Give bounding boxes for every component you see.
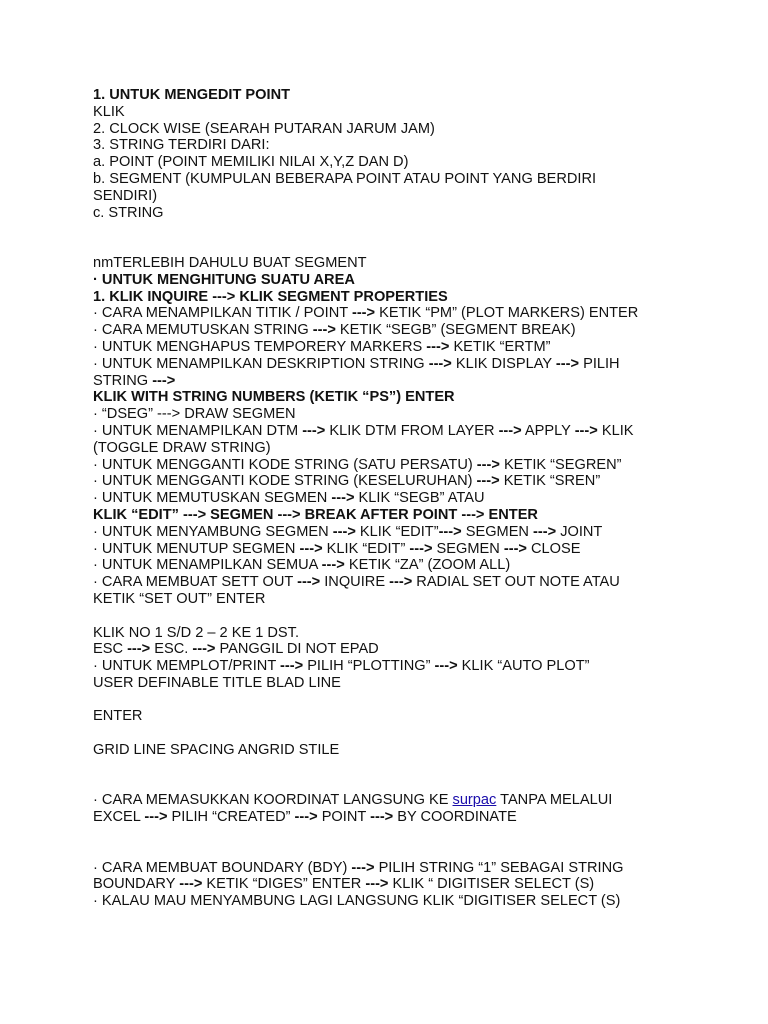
spacer <box>93 608 733 625</box>
text-line <box>93 473 733 490</box>
text-span: TANPA MELALUI <box>496 792 613 809</box>
text-line <box>93 339 733 356</box>
text-span: · CARA MEMBUAT SETT OUT <box>93 574 298 591</box>
text-span: SEGMEN <box>432 540 504 557</box>
text-span: JOINT <box>556 523 603 540</box>
text-span: BOUNDARY <box>93 876 180 893</box>
text-line <box>93 557 733 574</box>
text-line <box>93 305 733 322</box>
heading-string-numbers: KLIK WITH STRING NUMBERS (KETIK “PS”) ENTER <box>93 389 455 406</box>
text-line <box>93 356 733 373</box>
arrow: ---> <box>312 322 336 339</box>
text-line: nmTERLEBIH DAHULU BUAT SEGMENT <box>93 254 367 271</box>
text-line <box>93 423 733 440</box>
text-line <box>93 373 733 390</box>
text-span: KLIK “AUTO PLOT” <box>457 658 590 675</box>
spacer <box>93 238 733 255</box>
text-span: PILIH “CREATED” <box>167 809 295 826</box>
text-span: SEGMEN <box>461 523 534 540</box>
text-line <box>93 574 733 591</box>
text-span: KLIK DISPLAY <box>451 355 556 372</box>
surpac-link[interactable]: surpac <box>452 792 497 809</box>
text-span: KLIK <box>597 422 634 439</box>
text-span: PILIH <box>579 355 620 372</box>
arrow: ---> <box>409 540 433 557</box>
spacer <box>93 725 733 742</box>
text-span: PILIH STRING “1” SEBAGAI STRING <box>374 859 624 876</box>
spacer <box>93 776 733 793</box>
arrow: ---> <box>476 473 500 490</box>
text-line: · KALAU MAU MENYAMBUNG LAGI LANGSUNG KLIK “DIGITISER SELECT (S) <box>93 893 621 910</box>
arrow: ---> <box>434 658 458 675</box>
arrow: ---> <box>192 641 216 658</box>
text-span: KETIK “SEGREN” <box>499 456 622 473</box>
text-span: PILIH “PLOTTING” <box>303 658 435 675</box>
text-line <box>93 490 733 507</box>
spacer <box>93 826 733 843</box>
spacer <box>93 843 733 860</box>
text-line <box>93 524 733 541</box>
text-span: CLOSE <box>526 540 581 557</box>
text-span: ESC <box>93 641 128 658</box>
text-line <box>93 658 733 675</box>
arrow: ---> <box>438 523 462 540</box>
text-span: INQUIRE <box>320 574 390 591</box>
arrow: ---> <box>555 355 580 372</box>
arrow: ---> <box>179 876 203 893</box>
arrow: ---> <box>302 422 326 439</box>
text-span: KETIK “PM” (PLOT MARKERS) ENTER <box>375 305 639 322</box>
text-line: b. SEGMENT (KUMPULAN BEBERAPA POINT ATAU POINT YANG BERDIRI <box>93 170 597 187</box>
text-span: · UNTUK MENGGANTI KODE STRING (KESELURUHAN) <box>93 473 477 490</box>
text-span: KLIK “ DIGITISER SELECT (S) <box>388 876 595 893</box>
arrow: ---> <box>331 490 355 507</box>
arrow: ---> <box>498 422 522 439</box>
text-span: · UNTUK MENAMPILKAN DTM <box>93 422 303 439</box>
arrow: ---> <box>299 540 323 557</box>
text-span: KLIK “EDIT” <box>322 540 410 557</box>
text-span: KLIK “EDIT” <box>355 523 439 540</box>
text-span: · CARA MEMBUAT BOUNDARY (BDY) <box>93 859 352 876</box>
text-line: a. POINT (POINT MEMILIKI NILAI X,Y,Z DAN D) <box>93 154 409 171</box>
text-line: SENDIRI) <box>93 187 158 204</box>
arrow: ---> <box>351 859 375 876</box>
spacer <box>93 221 733 238</box>
text-line <box>93 860 733 877</box>
arrow: ---> <box>152 372 176 389</box>
arrow: ---> <box>127 641 151 658</box>
text-line <box>93 876 733 893</box>
arrow: ---> <box>351 305 376 322</box>
arrow: ---> <box>389 574 413 591</box>
text-line: KETIK “SET OUT” ENTER <box>93 590 266 607</box>
text-span: · UNTUK MEMPLOT/PRINT <box>93 658 281 675</box>
text-line <box>93 641 733 658</box>
text-span: RADIAL SET OUT NOTE ATAU <box>412 574 620 591</box>
arrow: ---> <box>332 523 356 540</box>
text-span: APPLY <box>521 422 575 439</box>
text-line <box>93 322 733 339</box>
arrow: ---> <box>280 658 304 675</box>
arrow: ---> <box>574 422 598 439</box>
text-span: STRING <box>93 372 153 389</box>
heading-break-after-point: KLIK “EDIT” ---> SEGMEN ---> BREAK AFTER POINT ---> ENTER <box>93 506 538 523</box>
text-span: · UNTUK MENGHAPUS TEMPORERY MARKERS <box>93 338 427 355</box>
arrow: ---> <box>533 523 557 540</box>
text-span: ESC. <box>150 641 193 658</box>
text-line: USER DEFINABLE TITLE BLAD LINE <box>93 674 341 691</box>
text-span: PANGGIL DI NOT EPAD <box>215 641 379 658</box>
arrow: ---> <box>365 876 389 893</box>
text-span: · UNTUK MENYAMBUNG SEGMEN <box>93 523 333 540</box>
text-line: 3. STRING TERDIRI DARI: <box>93 137 270 154</box>
arrow: ---> <box>428 355 452 372</box>
arrow: ---> <box>476 456 500 473</box>
heading-inquire: 1. KLIK INQUIRE ---> KLIK SEGMENT PROPERTIES <box>93 288 448 305</box>
arrow: ---> <box>503 540 527 557</box>
heading-edit-point: 1. UNTUK MENGEDIT POINT <box>93 87 291 103</box>
text-line <box>93 541 733 558</box>
text-span: KETIK “ERTM” <box>449 338 551 355</box>
text-span: POINT <box>317 809 371 826</box>
text-line: KLIK NO 1 S/D 2 – 2 KE 1 DST. <box>93 624 300 641</box>
arrow: ---> <box>294 809 318 826</box>
text-line: ENTER <box>93 708 143 725</box>
text-line <box>93 792 733 809</box>
spacer <box>93 692 733 709</box>
text-span: EXCEL <box>93 809 145 826</box>
text-span: · UNTUK MEMUTUSKAN SEGMEN <box>93 490 332 507</box>
text-line: GRID LINE SPACING ANGRID STILE <box>93 742 340 759</box>
text-line: KLIK <box>93 103 125 120</box>
text-line <box>93 457 733 474</box>
arrow: ---> <box>426 338 450 355</box>
text-span: · CARA MEMUTUSKAN STRING <box>93 322 313 339</box>
text-span: KETIK “SREN” <box>499 473 601 490</box>
text-line: c. STRING <box>93 204 164 221</box>
text-span: KETIK “ZA” (ZOOM ALL) <box>344 557 511 574</box>
text-line <box>93 809 733 826</box>
arrow: ---> <box>297 574 321 591</box>
arrow: ---> <box>370 809 394 826</box>
text-line: 2. CLOCK WISE (SEARAH PUTARAN JARUM JAM) <box>93 120 435 137</box>
text-line: · “DSEG” ---> DRAW SEGMEN <box>93 406 296 423</box>
text-line: (TOGGLE DRAW STRING) <box>93 439 271 456</box>
text-span: KETIK “SEGB” (SEGMENT BREAK) <box>335 322 576 339</box>
text-span: KLIK DTM FROM LAYER <box>325 422 499 439</box>
text-span: KLIK “SEGB” ATAU <box>354 490 485 507</box>
text-span: · CARA MEMASUKKAN KOORDINAT LANGSUNG KE <box>93 792 453 809</box>
document-body <box>93 87 733 910</box>
arrow: ---> <box>144 809 168 826</box>
text-span: · UNTUK MENAMPILKAN DESKRIPTION STRING <box>93 355 429 372</box>
text-span: · UNTUK MENUTUP SEGMEN <box>93 540 300 557</box>
arrow: ---> <box>321 557 345 574</box>
heading-area: · UNTUK MENGHITUNG SUATU AREA <box>93 271 355 288</box>
text-span: BY COORDINATE <box>393 809 517 826</box>
text-span: · UNTUK MENGGANTI KODE STRING (SATU PERSATU) <box>93 456 477 473</box>
spacer <box>93 759 733 776</box>
text-span: · CARA MENAMPILKAN TITIK / POINT <box>93 305 352 322</box>
text-span: · UNTUK MENAMPILKAN SEMUA <box>93 557 322 574</box>
text-span: KETIK “DIGES” ENTER <box>202 876 366 893</box>
